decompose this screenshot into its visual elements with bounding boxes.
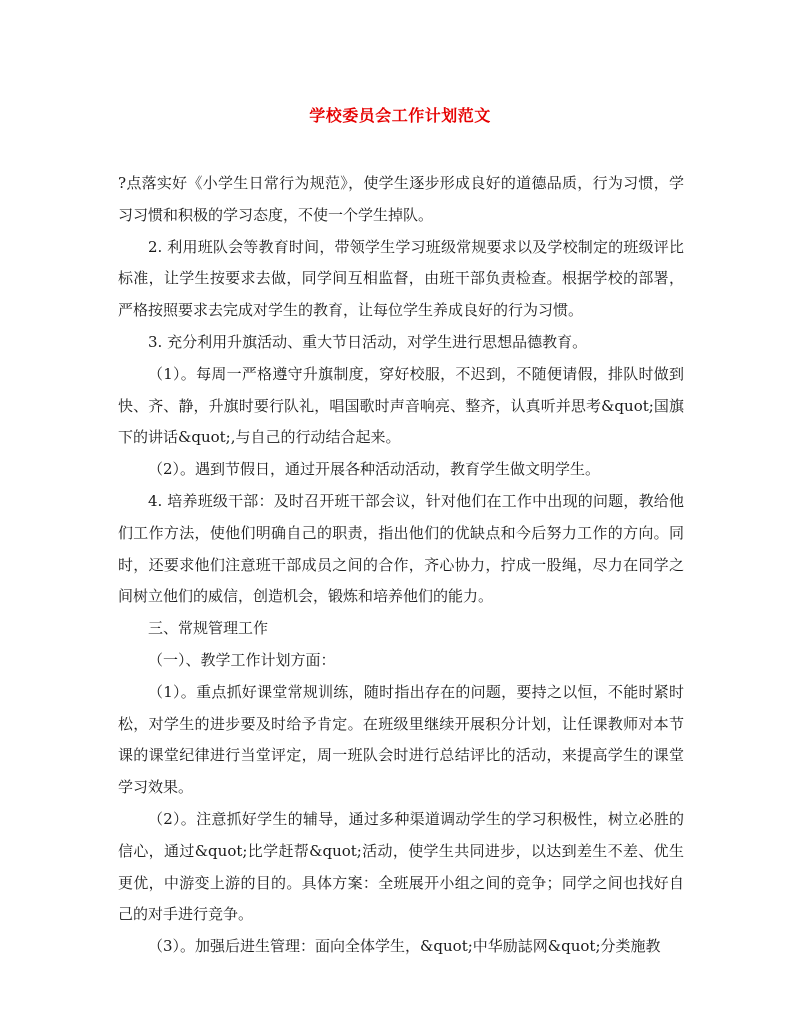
section-heading: 三、常规管理工作 [148,619,269,638]
document-title: 学校委员会工作计划范文 [309,106,491,125]
paragraph: 3. 充分利用升旗活动、重大节日活动，对学生进行思想品德教育。 [148,332,588,351]
paragraph: （1）。重点抓好课堂常规训练，随时指出存在的问题，要持之以恒，不能时紧时松，对学生的进步要及时给予肯定。在班级里继续开展积分计划，让任课教师对本节课的课堂纪律进行当堂评定，周一班队会时进行总结评比的活动，来提高学生的课堂学习效果。 [118,682,684,797]
paragraph: （1）。每周一严格遵守升旗制度，穿好校服，不迟到，不随便请假，排队时做到快、齐、静，升旗时要行队礼，唱国歌时声音响亮、整齐，认真听并思考&quot;国旗下的讲话&quot;,与自己的行动结合起来。 [118,364,684,447]
paragraph: （3）。加强后进生管理：面向全体学生，&quot;中华励誌网&quot;分类施教 [148,937,661,956]
paragraph: （2）。注意抓好学生的辅导，通过多种渠道调动学生的学习积极性，树立必胜的信心，通过&quot;比学赶帮&quot;活动，使学生共同进步，以达到差生不差、优生更优，中游变上游的目的。具体方案：全班展开小组之间的竞争；同学之间也找好自己的对手进行竞争。 [118,809,684,924]
paragraph: 2. 利用班队会等教育时间，带领学生学习班级常规要求以及学校制定的班级评比标准，让学生按要求去做，同学间互相监督，由班干部负责检查。根据学校的部署，严格按照要求去完成对学生的教育，让每位学生养成良好的行为习惯。 [118,237,684,320]
paragraph: 4. 培养班级干部：及时召开班干部会议，针对他们在工作中出现的问题，教给他们工作方法，使他们明确自己的职责，指出他们的优缺点和今后努力工作的方向。同时，还要求他们注意班干部成员之间的合作，齐心协力，拧成一股绳，尽力在同学之间树立他们的威信，创造机会，锻炼和培养他们的能力。 [118,491,684,606]
paragraph: ?点落实好《小学生日常行为规范》，使学生逐步形成良好的道德品质，行为习惯，学习习惯和积极的学习态度，不使一个学生掉队。 [118,174,684,224]
document-body [118,168,684,963]
subsection-heading: （一）、教学工作计划方面： [148,650,336,669]
paragraph: （2）。遇到节假日，通过开展各种活动活动，教育学生做文明学生。 [148,460,601,479]
